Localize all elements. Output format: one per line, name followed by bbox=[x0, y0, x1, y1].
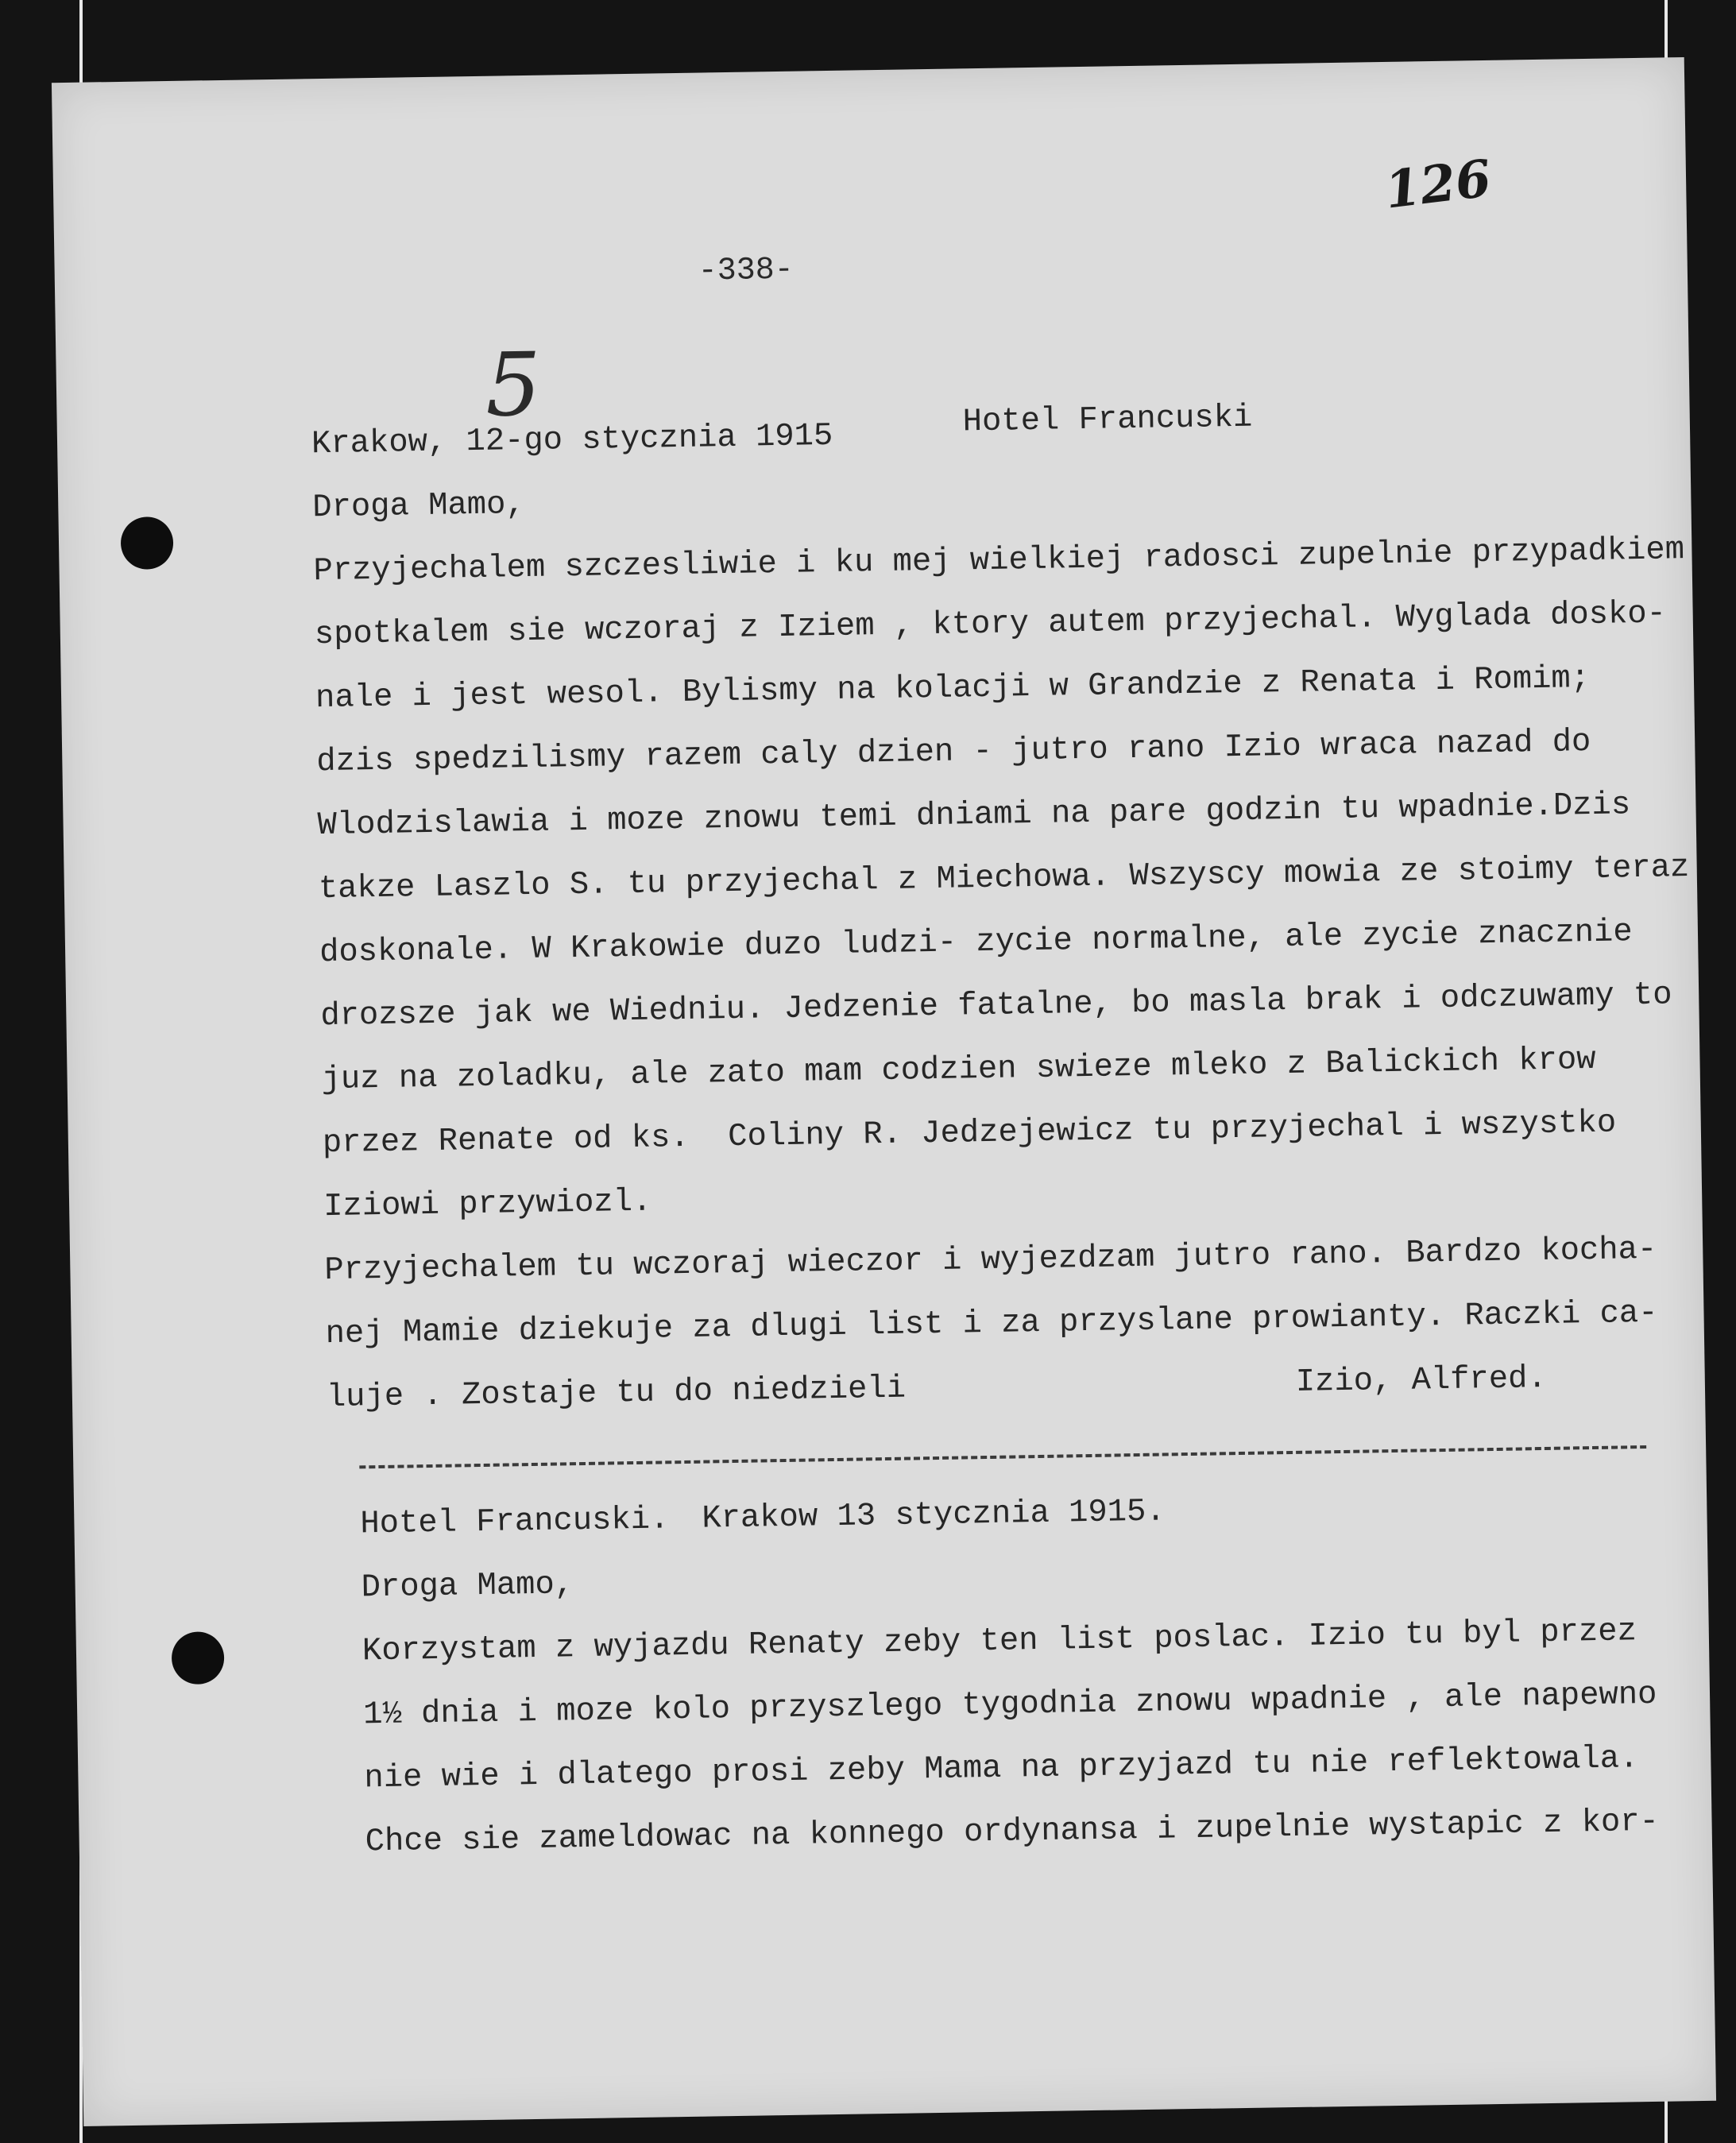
letter1-line: Iziowi przywiozl. bbox=[323, 1183, 652, 1226]
letter1-line: luje . Zostaje tu do niedzieli bbox=[326, 1370, 907, 1417]
letter1-line: Przyjechalem szczesliwie i ku mej wielkiej radosci zupelnie przypadkiem bbox=[313, 532, 1685, 590]
letter1-line: nej Mamie dziekuje za dlugi list i za przyslane prowianty. Raczki ca- bbox=[325, 1294, 1658, 1353]
letter-divider bbox=[359, 1445, 1646, 1468]
letter1-line: nale i jest wesol. Bylismy na kolacji w Grandzie z Renata i Romim; bbox=[315, 660, 1591, 718]
letter2-line: 1½ dnia i moze kolo przyszlego tygodnia znowu wpadnie , ale napewno bbox=[362, 1676, 1657, 1734]
letter1-line: przez Renate od ks. Coliny R. Jedzejewicz tu przyjechal i wszystko bbox=[322, 1104, 1617, 1162]
letter1-line: drozsze jak we Wiedniu. Jedzenie fatalne, bo masla brak i odczuwamy to bbox=[320, 977, 1672, 1035]
letter1-line: takze Laszlo S. tu przyjechal z Miechowa. Wszyscy mowia ze stoimy teraz bbox=[318, 849, 1690, 908]
letter1-hotel: Hotel Francuski bbox=[962, 399, 1253, 441]
typed-letter-page bbox=[52, 57, 1716, 2126]
letter1-line: Wlodzislawia i moze znowu temi dniami na pare godzin tu wpadnie.Dzis bbox=[317, 787, 1631, 845]
letter2-line: Chce sie zameldowac na konnego ordynansa i zupelnie wystapic z kor- bbox=[365, 1803, 1660, 1861]
letter1-line: doskonale. W Krakowie duzo ludzi- zycie normalne, ale zycie znacznie bbox=[319, 914, 1633, 972]
archive-number: 126 bbox=[1382, 149, 1495, 221]
letter1-line: Przyjechalem tu wczoraj wieczor i wyjezdzam jutro rano. Bardzo kocha- bbox=[324, 1231, 1657, 1290]
letter1-place-date: Krakow, 12-go stycznia 1915 bbox=[311, 417, 833, 463]
letter2-line: nie wie i dlatego prosi zeby Mama na przyjazd tu nie reflektowala. bbox=[364, 1740, 1639, 1797]
letter2-hotel: Hotel Francuski. bbox=[360, 1501, 670, 1543]
letter1-greeting: Droga Mamo, bbox=[312, 486, 526, 527]
letter1-line: spotkalem sie wczoraj z Iziem , ktory autem przyjechal. Wyglada dosko- bbox=[314, 595, 1667, 654]
letter1-line: juz na zoladku, ale zato mam codzien swieze mleko z Balickich krow bbox=[321, 1041, 1596, 1099]
letter1-signature: Izio, Alfred. bbox=[1295, 1360, 1548, 1401]
punch-hole-top bbox=[121, 516, 174, 570]
punch-hole-bottom bbox=[172, 1631, 225, 1685]
letter2-greeting: Droga Mamo, bbox=[361, 1566, 574, 1607]
handwritten-margin-mark: 5 bbox=[484, 333, 542, 436]
page-number: -338- bbox=[698, 252, 795, 290]
letter1-line: dzis spedzilismy razem caly dzien - jutro rano Izio wraca nazad do bbox=[316, 723, 1591, 781]
letter2-place-date: Krakow 13 stycznia 1915. bbox=[702, 1493, 1166, 1538]
letter2-line: Korzystam z wyjazdu Renaty zeby ten list poslac. Izio tu byl przez bbox=[362, 1613, 1637, 1670]
